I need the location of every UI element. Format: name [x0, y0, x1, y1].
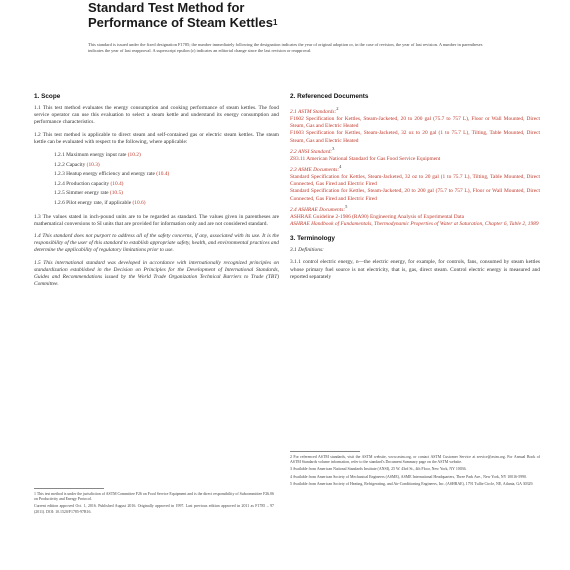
title-line-1: Standard Test Method for — [88, 0, 245, 15]
para-3-1: 3.1 Definitions: — [290, 247, 324, 254]
ref-subheading-asme — [290, 163, 540, 174]
scope-item — [34, 161, 279, 171]
scope-item-label: 1.2.4 Production capacity — [54, 180, 110, 187]
para-1-2: 1.2 This test method is applicable to direct steam and self-contained gas or electric steam kettles. The steam kettle can be evaluated with respect to the following, where applicable: — [34, 131, 279, 145]
scope-item-label: 1.2.3 Heatup energy efficiency and energy rate — [54, 171, 155, 178]
scope-item-ref-link[interactable]: (10.4) — [110, 180, 124, 187]
footnote-marker: 5 — [345, 203, 348, 209]
ref-code-link[interactable]: F1602 — [290, 116, 304, 122]
ref-code-link[interactable]: F1603 — [290, 130, 304, 137]
scope-item-list — [34, 151, 279, 209]
astm-standards-label: 2.1 ASTM Standards: — [290, 108, 337, 115]
ref-subheading-ansi — [290, 145, 540, 156]
scope-item-ref-link[interactable]: (10.2) — [127, 152, 141, 159]
scope-item-ref-link[interactable]: (10.3) — [86, 161, 100, 168]
left-column — [34, 92, 279, 293]
scope-item — [34, 199, 279, 209]
scope-item — [34, 189, 279, 199]
ref-title[interactable]: Specification for Kettles, Steam-Jacketed, 20 to 200 gal (75.7 to 757 L), Floor or Wall Mounted, Direct Steam, Gas and Electric Heated — [290, 116, 540, 130]
scope-item-ref-link[interactable]: (10.4) — [156, 171, 170, 178]
footnote: 2 For referenced ASTM standards, visit the ASTM website, www.astm.org, or contact ASTM Customer Service at service@astm.org. For Annual Book of ASTM Standards volume information, refer to the standard's Document Summary page on the ASTM website. — [290, 455, 540, 465]
section-heading-scope: 1. Scope — [34, 93, 61, 100]
scope-item-label: 1.2.6 Pilot energy rate, if applicable — [54, 199, 132, 206]
scope-item-label: 1.2.1 Maximum energy input rate — [54, 152, 127, 159]
footnote-rule-left — [34, 488, 104, 489]
footnote-marker: 4 — [339, 164, 342, 170]
footnotes-left — [34, 492, 274, 517]
footnote: Current edition approved Oct. 1, 2016. Published August 2016. Originally approved in 1997. Last previous edition approved in 2011 as F1785 – 97 (2011). DOI: 10.1520/F1785-97R16. — [34, 504, 274, 514]
ref-code-link[interactable]: Z83.11 — [290, 155, 306, 162]
scope-item-ref-link[interactable]: (10.5) — [109, 190, 123, 197]
scope-item — [34, 180, 279, 190]
scope-item-ref-link[interactable]: (10.6) — [132, 199, 146, 206]
ref-title[interactable]: Specification for Kettles, Steam-Jacketed, 32 oz to 20 gal (1 to 75.7 L), Tilting, Table Mounted, Direct Steam, Gas and Electric Heated — [290, 130, 541, 144]
para-1-4: 1.4 This standard does not purport to address all of the safety concerns, if any, associated with its use. It is the responsibility of the user of this standard to establish appropriate safety, health, and environmental practices and determine the applicability of regulatory limitations prior to use. — [34, 232, 279, 254]
footnote-marker: 2 — [336, 106, 339, 111]
ref-title[interactable]: ASHRAE Handbook of Fundamentals, Thermodynamic Properties of Water at Saturation, Chapter 6, Table 2, 1989 — [290, 221, 539, 228]
footnote-marker: 3 — [332, 145, 335, 151]
ref-entry — [290, 214, 540, 221]
scope-item-label: 1.2.2 Capacity — [54, 161, 86, 168]
para-1-5: 1.5 This international standard was developed in accordance with internationally recognized principles on standardization established in the Decision on Principles for the Development of International Standards, Guides and Recommendations issued by the World Trade Organization Technical Barriers to Trade (TBT) Committee. — [34, 259, 279, 288]
ref-title[interactable]: Standard Specification for Kettles, Steam-Jacketed, 32 oz to 20 gal (1 to 75.7 L), Tilting, Table Mounted, Direct Connected, Gas Fired and Electric Fired — [290, 174, 540, 188]
scope-item — [34, 151, 279, 161]
right-column — [290, 92, 540, 286]
ref-entry — [290, 156, 540, 163]
document-title — [88, 0, 508, 30]
footnote: 3 Available from American National Standards Institute (ANSI), 25 W. 43rd St., 4th Floor, New York, NY 10036. — [290, 467, 467, 472]
ref-entry — [290, 174, 540, 188]
footnote: 1 This test method is under the jurisdiction of ASTM Committee F26 on Food Service Equipment and is the direct responsibility of Subcommittee F26.06 on Productivity and Energy Protocol. — [34, 492, 274, 502]
ref-entry — [290, 188, 540, 202]
scope-item — [34, 170, 279, 180]
footnote-rule-right — [290, 451, 360, 452]
footnote: 5 Available from American Society of Heating, Refrigerating, and Air-Conditioning Engineers, Inc. (ASHRAE), 1791 Tullie Circle, NE, Atlanta, GA 30329. — [290, 481, 534, 486]
section-heading-referenced-documents: 2. Referenced Documents — [290, 93, 369, 100]
para-1-3: 1.3 The values stated in inch-pound units are to be regarded as standard. The values given in parentheses are mathematical conversions to SI units that are provided for information only and are not considered standard. — [34, 213, 279, 227]
designation-preface: This standard is issued under the fixed designation F1785; the number immediately following the designation indicates the year of original adoption or, in the case of revision, the year of last revision. A number in parentheses indicates the year of last reapproval. A superscript epsilon (ε) indicates an editorial change since the last revision or reapproval. — [88, 42, 483, 53]
para-3-1-1: 3.1.1 control electric energy, n—the electric energy, for example, for controls, fans, consumed by steam kettles whose primary fuel source is not electricity, that is, gas, direct steam. Control electric energy is measured and reported separately — [290, 259, 540, 280]
footnote: 4 Available from American Society of Mechanical Engineers (ASME), ASME International Headquarters, Three Park Ave., New York, NY 10016-5990. — [290, 474, 528, 479]
title-line-2-text: Performance of Steam Kettles — [88, 15, 273, 30]
ref-subheading-astm — [290, 105, 540, 116]
ref-subheading-ashrae — [290, 203, 540, 214]
para-1-1: 1.1 This test method evaluates the energy consumption and cooking performance of steam kettles. The food service operator can use this evaluation to select a steam kettle and understand its energy consumption and performance characteristics. — [34, 105, 279, 126]
section-heading-terminology: 3. Terminology — [290, 235, 335, 243]
ref-entry — [290, 116, 540, 130]
title-footnote-marker: 1 — [272, 18, 278, 27]
ashrae-documents-label: 2.4 ASHRAE Documents: — [290, 206, 346, 213]
ref-title[interactable]: Standard Specification for Kettles, Steam-Jacketed, 20 to 200 gal (75.7 to 757 L), Floor or Wall Mounted, Direct Connected, Gas Fired and Electric Fired — [290, 188, 540, 202]
scope-item-label: 1.2.5 Simmer energy rate — [54, 190, 109, 197]
asme-documents-label: 2.3 ASME Documents: — [290, 166, 340, 173]
footnotes-right — [290, 455, 540, 489]
ref-title[interactable]: ASHRAE Guideline 2-1986 (RA90) Engineering Analysis of Experimental Data — [290, 213, 464, 220]
ansi-standard-label: 2.2 ANSI Standard: — [290, 148, 333, 155]
ref-entry — [290, 130, 540, 144]
ref-entry — [290, 221, 540, 228]
title-line-2 — [88, 15, 508, 30]
ref-title[interactable]: American National Standard for Gas Food Service Equipment — [306, 155, 441, 162]
